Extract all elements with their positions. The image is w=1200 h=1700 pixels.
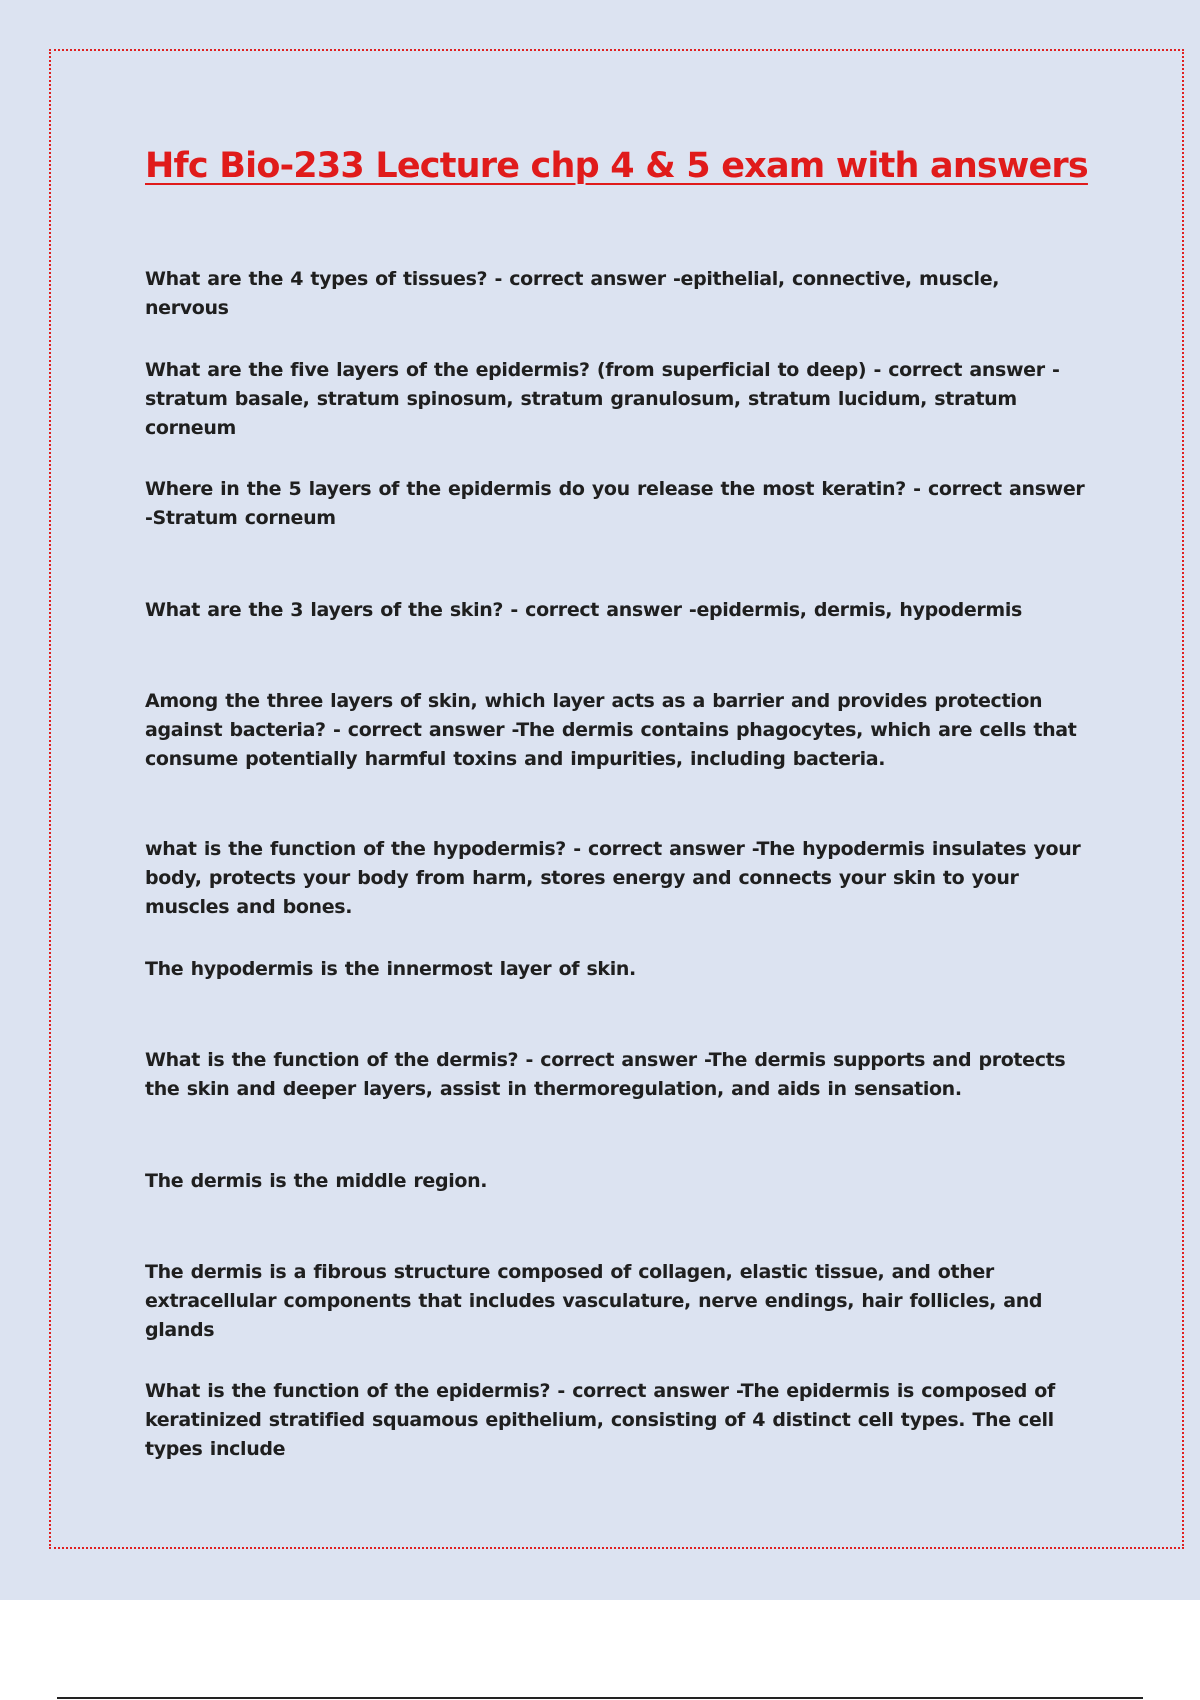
qa-item-1: What are the 4 types of tissues? - correct answer -epithelial, connective, muscle, nervous — [145, 268, 1000, 319]
footer-rule — [57, 1697, 1143, 1699]
qa-item-2: What are the five layers of the epidermis? (from superficial to deep) - correct answer -stratum basale, stratum spinosum, stratum granulosum, stratum lucidum, stratum corneum — [145, 359, 1060, 439]
qa-item-3: Where in the 5 layers of the epidermis do you release the most keratin? - correct answer -Stratum corneum — [145, 478, 1085, 529]
qa-item-9: The dermis is the middle region. — [145, 1170, 488, 1192]
qa-item-5: Among the three layers of skin, which layer acts as a barrier and provides protection against bacteria? - correct answer -The dermis contains phagocytes, which are cells that consume potentially harmful toxins and impurities, including bacteria. — [145, 690, 1077, 770]
qa-item-8: What is the function of the dermis? - correct answer -The dermis supports and protects the skin and deeper layers, assist in thermoregulation, and aids in sensation. — [145, 1049, 1066, 1100]
qa-item-7: The hypodermis is the innermost layer of skin. — [145, 958, 636, 980]
qa-item-4: What are the 3 layers of the skin? - correct answer -epidermis, dermis, hypodermis — [145, 599, 1022, 621]
document-title: Hfc Bio-233 Lecture chp 4 & 5 exam with answers — [145, 146, 1088, 186]
qa-item-11: What is the function of the epidermis? - correct answer -The epidermis is composed of keratinized stratified squamous epithelium, consisting of 4 distinct cell types. The cell types include — [145, 1380, 1055, 1460]
qa-item-10: The dermis is a fibrous structure composed of collagen, elastic tissue, and other extracellular components that includes vasculature, nerve endings, hair follicles, and glands — [145, 1261, 1043, 1341]
qa-item-6: what is the function of the hypodermis? - correct answer -The hypodermis insulates your body, protects your body from harm, stores energy and connects your skin to your muscles and bones. — [145, 838, 1081, 918]
